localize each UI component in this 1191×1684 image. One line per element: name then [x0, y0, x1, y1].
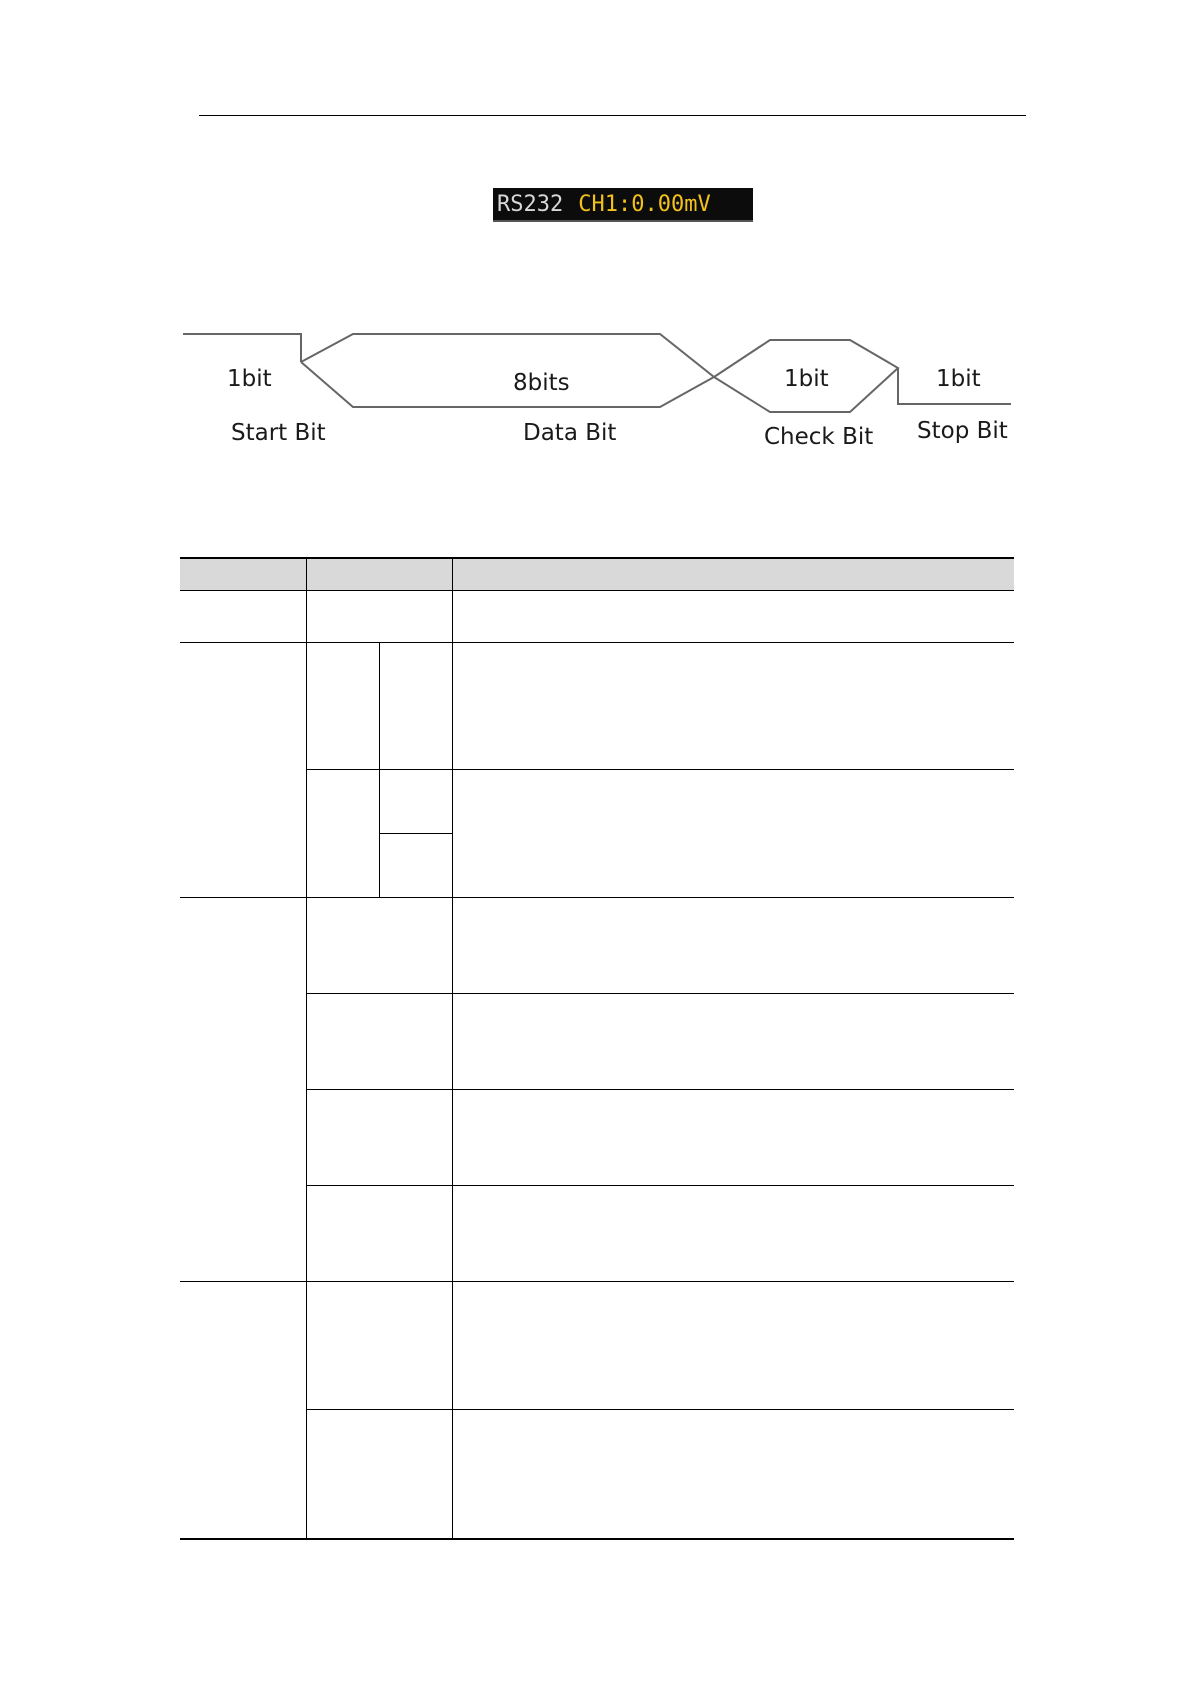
protocol-name: RS232	[497, 192, 564, 217]
start-bit-label: Start Bit	[231, 420, 326, 446]
settings-table	[180, 557, 1014, 1540]
check-bit-label: Check Bit	[764, 424, 874, 450]
table-row-border	[306, 1089, 1014, 1090]
page-header-rule	[199, 115, 1026, 116]
data-bit-width: 8bits	[513, 370, 570, 396]
channel-readout: CH1:0.00mV	[578, 192, 711, 217]
table-row-border	[379, 833, 452, 834]
data-bits-outline	[301, 334, 714, 407]
table-column-border	[306, 557, 307, 1540]
rs232-frame-timing-diagram	[0, 320, 1191, 470]
check-bit-width: 1bit	[784, 366, 829, 392]
idle-high-line	[183, 334, 301, 362]
table-row-border	[306, 1409, 1014, 1410]
table-column-border	[452, 557, 453, 1540]
table-column-border	[379, 642, 380, 897]
data-bit-label: Data Bit	[523, 420, 617, 446]
start-bit-width: 1bit	[227, 366, 272, 392]
stop-bit-label: Stop Bit	[917, 418, 1008, 444]
rs232-status-label	[493, 188, 753, 222]
table-row-border	[306, 1185, 1014, 1186]
stop-bit-width: 1bit	[936, 366, 981, 392]
table-row-border	[306, 769, 1014, 770]
table-row-border	[306, 993, 1014, 994]
